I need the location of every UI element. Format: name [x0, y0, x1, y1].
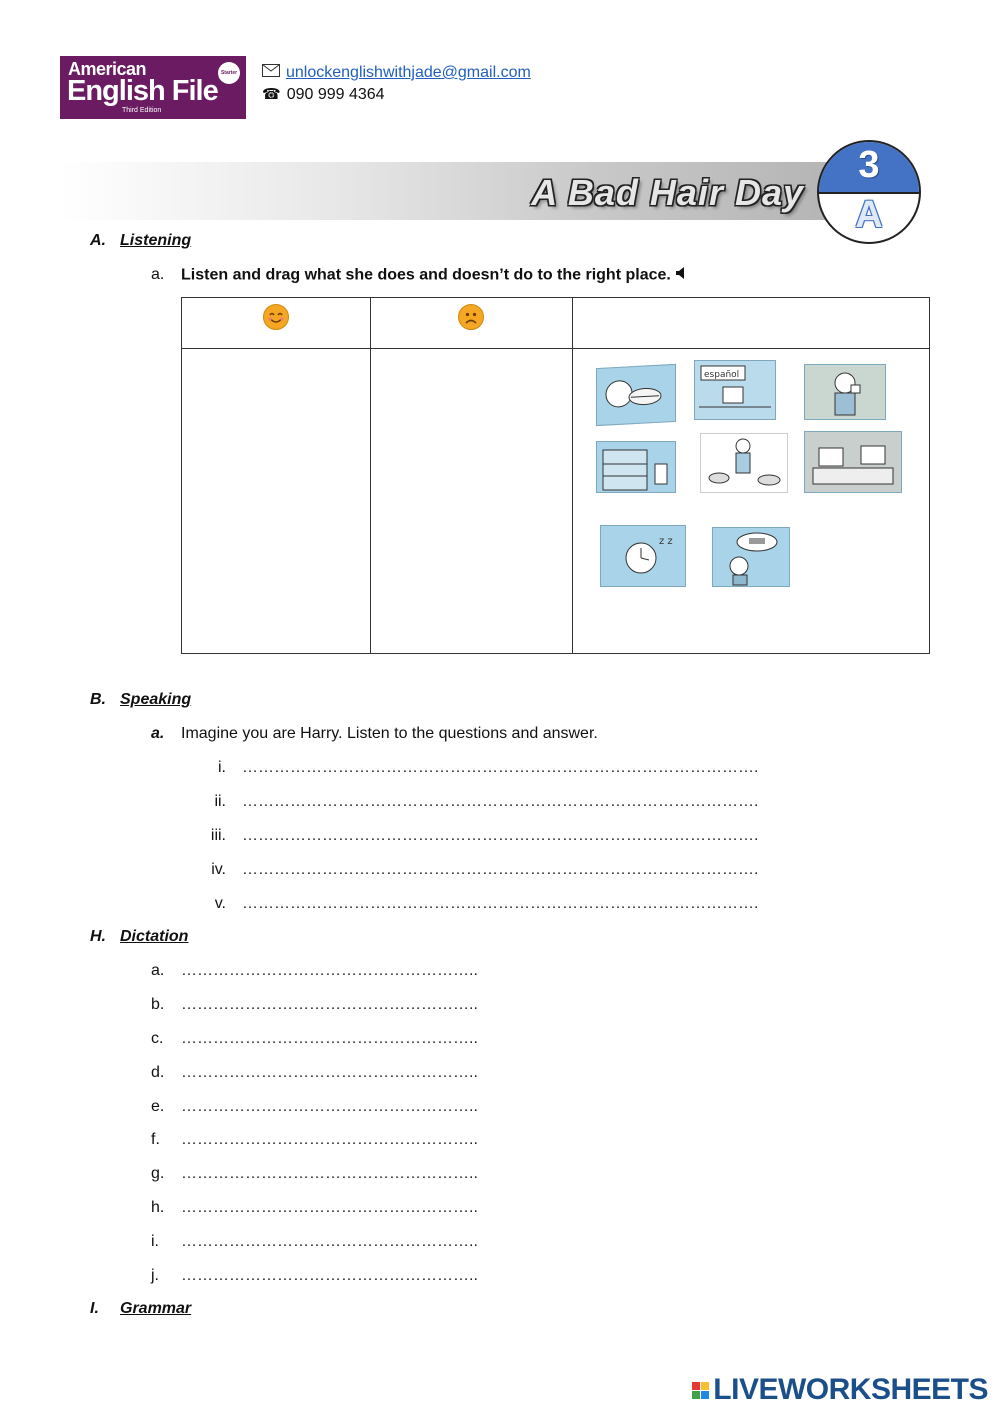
speaking-answer-line[interactable]: iii. …………………………………………………………………………………….: [210, 827, 759, 844]
speaking-question: a. Imagine you are Harry. Listen to the questions and answer.: [151, 725, 598, 742]
speaking-answer-line[interactable]: i. …………………………………………………………………………………….: [218, 759, 759, 776]
dictation-line[interactable]: f. ………………………………………………..: [151, 1131, 478, 1148]
walking-dogs-picture[interactable]: [700, 433, 788, 493]
unit-letter: A: [855, 194, 883, 236]
telephone-icon: ☎: [262, 86, 281, 103]
contact-info: [262, 62, 531, 106]
section-speaking-heading: B. Speaking: [90, 691, 192, 708]
speaking-answer-line[interactable]: ii. …………………………………………………………………………………….: [214, 793, 759, 810]
unit-badge: [817, 140, 921, 244]
dictation-line[interactable]: g. ………………………………………………..: [151, 1165, 478, 1182]
does-drop-zone[interactable]: [183, 349, 370, 653]
dictation-line[interactable]: h. ………………………………………………..: [151, 1199, 478, 1216]
alarm-clock-picture[interactable]: [600, 525, 686, 587]
page-title: A Bad Hair Day: [531, 172, 804, 213]
section-grammar-heading: I. Grammar: [90, 1300, 192, 1317]
thinking-of-car-picture[interactable]: [712, 527, 790, 587]
studying-spanish-picture[interactable]: [694, 360, 776, 420]
doesnt-drop-zone[interactable]: [371, 349, 572, 653]
listening-instruction: Listen and drag what she does and doesn’t do to the right place.: [181, 266, 687, 285]
svg-text:español: español: [704, 370, 740, 380]
eating-sandwich-picture[interactable]: [596, 364, 676, 426]
email-link[interactable]: unlockenglishwithjade@gmail.com: [286, 64, 531, 81]
speaking-instruction: Imagine you are Harry. Listen to the questions and answer.: [181, 725, 598, 742]
listening-question: a. Listen and drag what she does and doesn’t do to the right place.: [151, 266, 751, 286]
reading-newspaper-picture[interactable]: [804, 431, 902, 493]
section-dictation-heading: H. Dictation: [90, 928, 189, 945]
phone-number: 090 999 4364: [286, 86, 385, 103]
liveworksheets-logo: LIVEWORKSHEETS: [692, 1373, 988, 1407]
dictation-line[interactable]: a. ………………………………………………..: [151, 962, 478, 979]
speaker-icon[interactable]: [675, 266, 687, 285]
dictation-line[interactable]: j. ………………………………………………..: [151, 1267, 478, 1284]
drag-drop-table: [181, 297, 930, 654]
envelope-icon: [262, 62, 280, 84]
speaking-answer-line[interactable]: iv. …………………………………………………………………………………….: [211, 861, 759, 878]
dictation-line[interactable]: i. ………………………………………………..: [151, 1233, 478, 1250]
american-english-file-logo: American English File Third Edition Starter: [60, 56, 246, 119]
unit-number: 3: [858, 144, 880, 186]
dictation-line[interactable]: e. ………………………………………………..: [151, 1098, 478, 1115]
dictation-line[interactable]: d. ………………………………………………..: [151, 1064, 478, 1081]
starter-badge: Starter: [218, 62, 240, 84]
speaking-answer-line[interactable]: v. …………………………………………………………………………………….: [214, 895, 759, 912]
smiling-face-icon: [263, 304, 289, 330]
section-listening-heading: A. Listening: [90, 232, 192, 249]
liveworksheets-mark-icon: [692, 1382, 709, 1399]
svg-text:z z: z z: [659, 536, 673, 547]
apartment-building-picture[interactable]: [596, 441, 676, 493]
frowning-face-icon: [458, 304, 484, 330]
drinking-coffee-picture[interactable]: [804, 364, 886, 420]
dictation-line[interactable]: c. ………………………………………………..: [151, 1030, 478, 1047]
dictation-line[interactable]: b. ………………………………………………..: [151, 996, 478, 1013]
